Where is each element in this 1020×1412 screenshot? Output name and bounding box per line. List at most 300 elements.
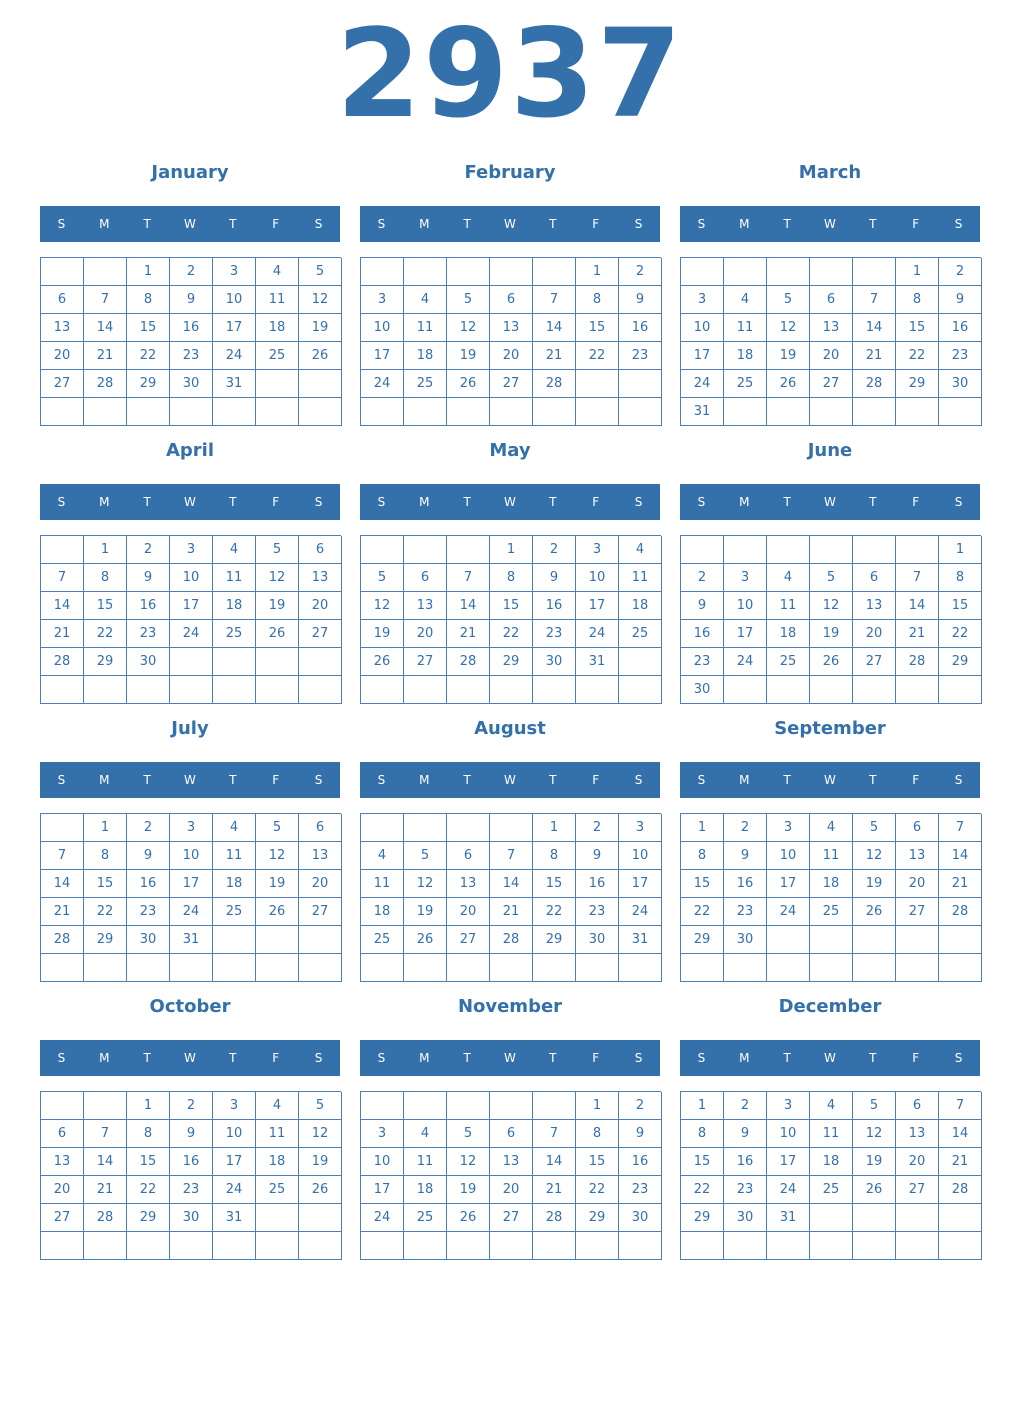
weekday-header: F <box>272 1051 280 1065</box>
day-cell: 20 <box>896 870 939 898</box>
month-december <box>680 996 980 1266</box>
day-cell: 19 <box>810 620 853 648</box>
day-cell: 29 <box>533 926 576 954</box>
day-cell: 16 <box>127 592 170 620</box>
weekday-header: W <box>824 773 836 787</box>
day-cell: 2 <box>724 1092 767 1120</box>
day-grid <box>360 257 661 426</box>
day-cell: 16 <box>170 314 213 342</box>
day-cell: 13 <box>299 564 342 592</box>
day-cell: 15 <box>490 592 533 620</box>
weekday-header: T <box>869 773 877 787</box>
day-cell: 9 <box>576 842 619 870</box>
day-cell: 22 <box>533 898 576 926</box>
day-cell: 25 <box>810 1176 853 1204</box>
empty-day-cell <box>533 1232 576 1260</box>
day-cell: 22 <box>490 620 533 648</box>
weekday-header: T <box>229 495 237 509</box>
month-august <box>360 718 660 988</box>
weekday-header: F <box>912 217 920 231</box>
day-cell: 21 <box>939 870 982 898</box>
day-cell: 22 <box>84 620 127 648</box>
day-cell: 26 <box>767 370 810 398</box>
day-cell: 23 <box>681 648 724 676</box>
weekday-header: S <box>57 495 66 509</box>
empty-day-cell <box>447 1232 490 1260</box>
empty-day-cell <box>213 954 256 982</box>
weekday-header-row <box>680 762 980 798</box>
empty-day-cell <box>576 370 619 398</box>
day-cell: 19 <box>447 1176 490 1204</box>
day-cell: 10 <box>170 842 213 870</box>
day-cell: 16 <box>619 314 662 342</box>
day-cell: 23 <box>170 1176 213 1204</box>
day-cell: 2 <box>170 258 213 286</box>
day-cell: 9 <box>170 1120 213 1148</box>
day-cell: 8 <box>681 1120 724 1148</box>
day-cell: 10 <box>681 314 724 342</box>
day-cell: 18 <box>619 592 662 620</box>
day-cell: 28 <box>84 370 127 398</box>
day-cell: 7 <box>41 564 84 592</box>
empty-day-cell <box>299 676 342 704</box>
day-cell: 28 <box>41 648 84 676</box>
day-cell: 28 <box>533 370 576 398</box>
day-cell: 30 <box>127 648 170 676</box>
day-cell: 5 <box>447 1120 490 1148</box>
day-cell: 5 <box>853 814 896 842</box>
day-cell: 20 <box>299 592 342 620</box>
day-cell: 28 <box>490 926 533 954</box>
day-cell: 26 <box>853 898 896 926</box>
day-cell: 24 <box>170 898 213 926</box>
empty-day-cell <box>810 258 853 286</box>
day-cell: 5 <box>767 286 810 314</box>
month-title: January <box>151 162 229 183</box>
weekday-header: F <box>912 495 920 509</box>
empty-day-cell <box>619 648 662 676</box>
day-cell: 9 <box>619 286 662 314</box>
empty-day-cell <box>490 676 533 704</box>
empty-day-cell <box>853 1204 896 1232</box>
empty-day-cell <box>256 926 299 954</box>
weekday-header: S <box>377 773 386 787</box>
day-cell: 22 <box>576 1176 619 1204</box>
day-cell: 7 <box>447 564 490 592</box>
day-cell: 23 <box>170 342 213 370</box>
day-grid <box>680 1091 981 1260</box>
day-cell: 29 <box>84 648 127 676</box>
day-cell: 25 <box>404 370 447 398</box>
day-cell: 16 <box>533 592 576 620</box>
day-cell: 11 <box>404 314 447 342</box>
day-cell: 25 <box>404 1204 447 1232</box>
empty-day-cell <box>447 398 490 426</box>
month-april <box>40 440 340 710</box>
day-cell: 30 <box>170 370 213 398</box>
day-cell: 6 <box>490 1120 533 1148</box>
empty-day-cell <box>896 398 939 426</box>
empty-day-cell <box>896 1232 939 1260</box>
month-title: August <box>474 718 546 739</box>
empty-day-cell <box>404 1092 447 1120</box>
day-cell: 19 <box>361 620 404 648</box>
day-cell: 15 <box>127 1148 170 1176</box>
empty-day-cell <box>84 1092 127 1120</box>
weekday-header: M <box>419 495 430 509</box>
month-may <box>360 440 660 710</box>
day-cell: 16 <box>170 1148 213 1176</box>
empty-day-cell <box>576 398 619 426</box>
weekday-header: T <box>549 1051 557 1065</box>
day-cell: 24 <box>619 898 662 926</box>
day-grid <box>680 813 981 982</box>
weekday-header: S <box>697 773 706 787</box>
empty-day-cell <box>361 536 404 564</box>
day-cell: 12 <box>299 286 342 314</box>
weekday-header-row <box>40 484 340 520</box>
day-cell: 8 <box>533 842 576 870</box>
day-cell: 8 <box>84 842 127 870</box>
empty-day-cell <box>619 398 662 426</box>
day-cell: 7 <box>41 842 84 870</box>
day-cell: 10 <box>767 842 810 870</box>
day-cell: 13 <box>810 314 853 342</box>
day-cell: 28 <box>939 1176 982 1204</box>
day-cell: 12 <box>853 1120 896 1148</box>
empty-day-cell <box>404 954 447 982</box>
day-cell: 18 <box>256 314 299 342</box>
day-cell: 8 <box>490 564 533 592</box>
empty-day-cell <box>299 398 342 426</box>
day-cell: 27 <box>810 370 853 398</box>
day-cell: 30 <box>127 926 170 954</box>
day-cell: 4 <box>361 842 404 870</box>
empty-day-cell <box>681 258 724 286</box>
empty-day-cell <box>810 536 853 564</box>
empty-day-cell <box>256 398 299 426</box>
weekday-header: M <box>739 217 750 231</box>
day-cell: 14 <box>41 592 84 620</box>
empty-day-cell <box>810 676 853 704</box>
day-cell: 17 <box>361 1176 404 1204</box>
empty-day-cell <box>84 398 127 426</box>
day-cell: 27 <box>41 1204 84 1232</box>
day-cell: 30 <box>724 926 767 954</box>
empty-day-cell <box>41 398 84 426</box>
day-cell: 4 <box>404 1120 447 1148</box>
empty-day-cell <box>724 398 767 426</box>
empty-day-cell <box>447 954 490 982</box>
month-title: November <box>457 996 563 1017</box>
day-cell: 3 <box>724 564 767 592</box>
day-cell: 24 <box>213 1176 256 1204</box>
day-cell: 14 <box>939 842 982 870</box>
day-cell: 1 <box>681 814 724 842</box>
day-cell: 31 <box>767 1204 810 1232</box>
day-cell: 25 <box>256 342 299 370</box>
day-cell: 11 <box>213 564 256 592</box>
empty-day-cell <box>939 1232 982 1260</box>
day-grid <box>360 1091 661 1260</box>
day-cell: 23 <box>724 1176 767 1204</box>
day-cell: 21 <box>41 620 84 648</box>
weekday-header: W <box>824 495 836 509</box>
day-cell: 7 <box>533 286 576 314</box>
day-cell: 21 <box>533 1176 576 1204</box>
day-cell: 27 <box>404 648 447 676</box>
day-cell: 30 <box>939 370 982 398</box>
day-cell: 20 <box>41 1176 84 1204</box>
empty-day-cell <box>41 954 84 982</box>
day-cell: 14 <box>939 1120 982 1148</box>
day-cell: 5 <box>256 536 299 564</box>
empty-day-cell <box>447 1092 490 1120</box>
empty-day-cell <box>533 1092 576 1120</box>
month-title: July <box>171 718 209 739</box>
weekday-header: F <box>912 773 920 787</box>
day-cell: 18 <box>724 342 767 370</box>
day-cell: 4 <box>619 536 662 564</box>
day-grid <box>40 813 341 982</box>
day-cell: 21 <box>41 898 84 926</box>
day-cell: 24 <box>361 370 404 398</box>
weekday-header: S <box>634 495 643 509</box>
empty-day-cell <box>810 926 853 954</box>
day-cell: 5 <box>853 1092 896 1120</box>
day-cell: 11 <box>810 842 853 870</box>
weekday-header: T <box>143 495 151 509</box>
empty-day-cell <box>490 954 533 982</box>
empty-day-cell <box>170 398 213 426</box>
weekday-header: F <box>272 773 280 787</box>
day-cell: 11 <box>256 1120 299 1148</box>
empty-day-cell <box>810 1232 853 1260</box>
month-title: May <box>489 440 531 461</box>
weekday-header: S <box>377 495 386 509</box>
day-cell: 20 <box>490 1176 533 1204</box>
empty-day-cell <box>810 954 853 982</box>
empty-day-cell <box>767 398 810 426</box>
empty-day-cell <box>213 1232 256 1260</box>
empty-day-cell <box>361 814 404 842</box>
day-cell: 4 <box>213 814 256 842</box>
day-cell: 13 <box>853 592 896 620</box>
empty-day-cell <box>41 814 84 842</box>
weekday-header: S <box>954 773 963 787</box>
day-cell: 17 <box>724 620 767 648</box>
day-cell: 11 <box>767 592 810 620</box>
weekday-header: W <box>184 773 196 787</box>
empty-day-cell <box>256 370 299 398</box>
day-cell: 2 <box>619 258 662 286</box>
day-cell: 29 <box>939 648 982 676</box>
day-cell: 29 <box>896 370 939 398</box>
empty-day-cell <box>213 926 256 954</box>
empty-day-cell <box>447 676 490 704</box>
day-cell: 16 <box>681 620 724 648</box>
day-cell: 10 <box>576 564 619 592</box>
day-cell: 18 <box>404 1176 447 1204</box>
empty-day-cell <box>576 676 619 704</box>
day-cell: 23 <box>533 620 576 648</box>
day-cell: 18 <box>256 1148 299 1176</box>
day-cell: 14 <box>490 870 533 898</box>
weekday-header: T <box>549 495 557 509</box>
weekday-header: S <box>954 1051 963 1065</box>
day-cell: 15 <box>84 592 127 620</box>
weekday-header: S <box>697 495 706 509</box>
empty-day-cell <box>404 536 447 564</box>
day-cell: 17 <box>170 592 213 620</box>
day-cell: 6 <box>853 564 896 592</box>
weekday-header-row <box>360 1040 660 1076</box>
day-cell: 13 <box>41 314 84 342</box>
day-cell: 15 <box>127 314 170 342</box>
empty-day-cell <box>619 370 662 398</box>
day-cell: 20 <box>810 342 853 370</box>
day-cell: 6 <box>299 814 342 842</box>
day-cell: 1 <box>939 536 982 564</box>
weekday-header: S <box>57 217 66 231</box>
empty-day-cell <box>853 926 896 954</box>
day-cell: 1 <box>84 536 127 564</box>
day-cell: 23 <box>619 342 662 370</box>
empty-day-cell <box>533 954 576 982</box>
empty-day-cell <box>724 258 767 286</box>
day-cell: 6 <box>41 1120 84 1148</box>
day-cell: 29 <box>576 1204 619 1232</box>
weekday-header: S <box>314 773 323 787</box>
day-grid <box>680 257 981 426</box>
day-cell: 18 <box>810 870 853 898</box>
weekday-header: F <box>912 1051 920 1065</box>
day-cell: 30 <box>724 1204 767 1232</box>
month-june <box>680 440 980 710</box>
day-cell: 10 <box>213 286 256 314</box>
empty-day-cell <box>41 1232 84 1260</box>
empty-day-cell <box>127 676 170 704</box>
day-cell: 5 <box>361 564 404 592</box>
day-cell: 24 <box>576 620 619 648</box>
day-cell: 1 <box>533 814 576 842</box>
day-cell: 24 <box>361 1204 404 1232</box>
weekday-header: S <box>634 1051 643 1065</box>
empty-day-cell <box>939 398 982 426</box>
day-cell: 6 <box>810 286 853 314</box>
empty-day-cell <box>681 954 724 982</box>
day-grid <box>680 535 981 704</box>
day-cell: 25 <box>361 926 404 954</box>
day-cell: 30 <box>681 676 724 704</box>
weekday-header: M <box>99 1051 110 1065</box>
day-grid <box>360 535 661 704</box>
day-cell: 17 <box>361 342 404 370</box>
empty-day-cell <box>84 258 127 286</box>
day-cell: 20 <box>853 620 896 648</box>
month-july <box>40 718 340 988</box>
day-cell: 12 <box>404 870 447 898</box>
empty-day-cell <box>41 536 84 564</box>
day-cell: 16 <box>127 870 170 898</box>
day-cell: 16 <box>576 870 619 898</box>
day-cell: 10 <box>767 1120 810 1148</box>
day-cell: 26 <box>256 898 299 926</box>
day-cell: 30 <box>533 648 576 676</box>
weekday-header: T <box>783 1051 791 1065</box>
empty-day-cell <box>533 258 576 286</box>
day-cell: 12 <box>810 592 853 620</box>
day-cell: 20 <box>896 1148 939 1176</box>
day-cell: 24 <box>724 648 767 676</box>
day-cell: 27 <box>299 898 342 926</box>
day-grid <box>40 257 341 426</box>
day-grid <box>360 813 661 982</box>
day-cell: 15 <box>681 1148 724 1176</box>
day-cell: 3 <box>170 814 213 842</box>
day-cell: 25 <box>213 620 256 648</box>
day-cell: 26 <box>299 1176 342 1204</box>
day-cell: 20 <box>404 620 447 648</box>
empty-day-cell <box>939 1204 982 1232</box>
empty-day-cell <box>939 954 982 982</box>
day-cell: 7 <box>84 1120 127 1148</box>
empty-day-cell <box>724 1232 767 1260</box>
month-title: March <box>798 162 862 183</box>
weekday-header: F <box>592 1051 600 1065</box>
day-cell: 16 <box>939 314 982 342</box>
day-cell: 9 <box>127 564 170 592</box>
empty-day-cell <box>853 676 896 704</box>
empty-day-cell <box>724 954 767 982</box>
day-cell: 25 <box>256 1176 299 1204</box>
day-cell: 17 <box>213 314 256 342</box>
day-cell: 10 <box>724 592 767 620</box>
weekday-header: S <box>634 773 643 787</box>
day-cell: 5 <box>810 564 853 592</box>
day-cell: 26 <box>447 370 490 398</box>
day-cell: 1 <box>896 258 939 286</box>
day-cell: 22 <box>127 342 170 370</box>
empty-day-cell <box>41 258 84 286</box>
empty-day-cell <box>299 1204 342 1232</box>
month-november <box>360 996 660 1266</box>
day-cell: 27 <box>490 1204 533 1232</box>
day-cell: 3 <box>361 286 404 314</box>
year-title: 2937 <box>336 3 684 145</box>
weekday-header-row <box>680 206 980 242</box>
day-cell: 10 <box>170 564 213 592</box>
empty-day-cell <box>619 1232 662 1260</box>
empty-day-cell <box>256 676 299 704</box>
day-cell: 22 <box>681 898 724 926</box>
day-cell: 22 <box>576 342 619 370</box>
empty-day-cell <box>576 1232 619 1260</box>
day-cell: 14 <box>84 1148 127 1176</box>
weekday-header-row <box>360 484 660 520</box>
day-cell: 10 <box>361 314 404 342</box>
day-cell: 12 <box>361 592 404 620</box>
day-cell: 4 <box>256 1092 299 1120</box>
day-cell: 9 <box>724 842 767 870</box>
weekday-header: S <box>634 217 643 231</box>
day-cell: 17 <box>576 592 619 620</box>
empty-day-cell <box>619 954 662 982</box>
empty-day-cell <box>490 258 533 286</box>
day-cell: 12 <box>447 1148 490 1176</box>
empty-day-cell <box>490 1092 533 1120</box>
day-cell: 24 <box>681 370 724 398</box>
